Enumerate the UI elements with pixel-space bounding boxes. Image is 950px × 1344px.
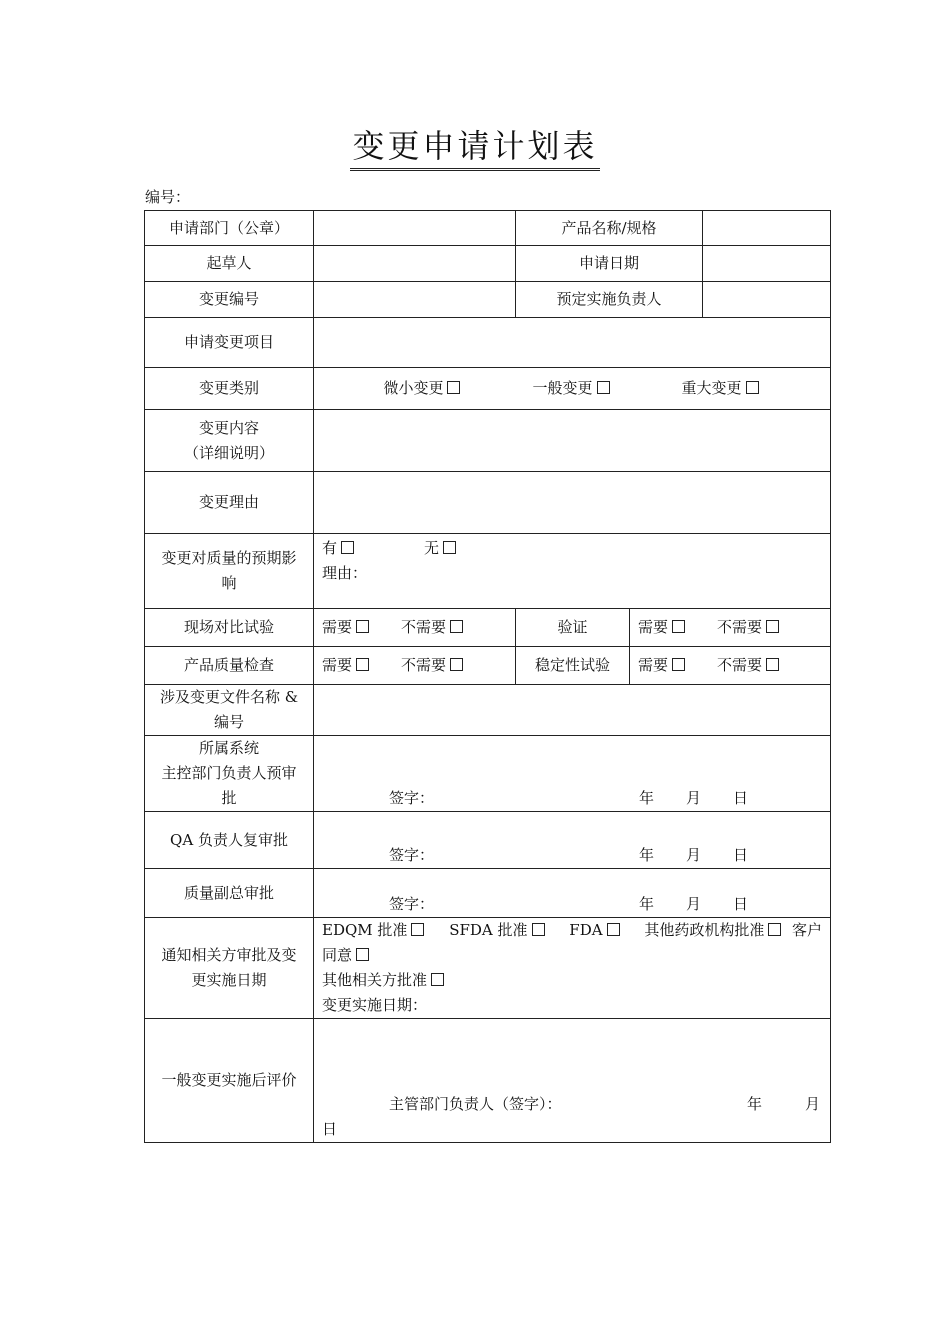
checkbox[interactable]: [341, 541, 354, 554]
reason-field[interactable]: [314, 472, 831, 534]
verify-need[interactable]: 需要: [638, 615, 687, 640]
checkbox[interactable]: [447, 381, 460, 394]
quality-check-options: [322, 653, 507, 678]
checkbox[interactable]: [356, 658, 369, 671]
product-label: 产品名称/规格: [516, 211, 703, 246]
impact-reason-label: 理由：: [322, 564, 368, 582]
notify-label: 通知相关方审批及变 更实施日期: [145, 918, 314, 1019]
change-item-label: 申请变更项目: [145, 318, 314, 368]
month-label: 月: [686, 789, 702, 807]
month-label: 月: [804, 1095, 820, 1113]
quality-check-no-need[interactable]: 不需要: [401, 653, 465, 678]
checkbox[interactable]: [766, 620, 779, 633]
change-request-form: [144, 210, 831, 1143]
quality-check-label: 产品质量检查: [145, 647, 314, 685]
stability-no-need[interactable]: 不需要: [717, 653, 781, 678]
notify-customer: 客户: [791, 921, 822, 939]
year-label: 年: [639, 895, 655, 913]
checkbox[interactable]: [746, 381, 759, 394]
change-item-field[interactable]: [314, 318, 831, 368]
impact-label: 变更对质量的预期影 响: [145, 534, 314, 609]
category-label: 变更类别: [145, 368, 314, 410]
field-test-label: 现场对比试验: [145, 609, 314, 647]
verify-no-need[interactable]: 不需要: [717, 615, 781, 640]
apply-dept-label: 申请部门（公章）: [145, 211, 314, 246]
page-title: 变更申请计划表: [0, 126, 950, 171]
implementer-field[interactable]: [703, 282, 831, 318]
checkbox[interactable]: [768, 923, 781, 936]
vp-label: 质量副总审批: [145, 869, 314, 918]
apply-dept-field[interactable]: [314, 211, 516, 246]
sign-label: 签字：: [389, 846, 435, 864]
change-no-field[interactable]: [314, 282, 516, 318]
system-sign-field[interactable]: [314, 736, 831, 812]
month-label: 月: [686, 895, 702, 913]
checkbox[interactable]: [672, 620, 685, 633]
field-test-no-need[interactable]: 不需要: [401, 615, 465, 640]
category-major[interactable]: 重大变更: [682, 376, 761, 401]
quality-check-need[interactable]: 需要: [322, 653, 371, 678]
category-general[interactable]: 一般变更: [532, 376, 611, 401]
content-label: 变更内容 （详细说明）: [145, 410, 314, 472]
apply-date-label: 申请日期: [516, 246, 703, 282]
notify-fda[interactable]: FDA: [569, 921, 621, 939]
notify-sfda[interactable]: SFDA 批准: [449, 921, 546, 939]
checkbox[interactable]: [356, 620, 369, 633]
product-field[interactable]: [703, 211, 831, 246]
day-label: 日: [733, 895, 749, 913]
system-label: 所属系统 主控部门负责人预审 批: [145, 736, 314, 812]
day-label: 日: [733, 846, 749, 864]
checkbox[interactable]: [607, 923, 620, 936]
impact-yes-option[interactable]: 有: [322, 536, 356, 561]
docs-field[interactable]: [314, 685, 831, 736]
notify-field: [314, 918, 831, 1019]
notify-edqm[interactable]: EDQM 批准: [322, 921, 426, 939]
field-test-options: [322, 615, 507, 640]
implementer-label: 预定实施负责人: [516, 282, 703, 318]
stability-label: 稳定性试验: [516, 647, 630, 685]
checkbox[interactable]: [411, 923, 424, 936]
checkbox[interactable]: [431, 973, 444, 986]
notify-other-agency[interactable]: 其他药政机构批准: [644, 921, 783, 939]
impact-field: [314, 534, 831, 609]
apply-date-field[interactable]: [703, 246, 831, 282]
change-no-label: 变更编号: [145, 282, 314, 318]
sign-label: 签字：: [389, 789, 435, 807]
drafter-field[interactable]: [314, 246, 516, 282]
checkbox[interactable]: [450, 658, 463, 671]
notify-customer-consent[interactable]: 同意: [322, 943, 822, 968]
stability-options: [638, 653, 822, 678]
checkbox[interactable]: [450, 620, 463, 633]
year-label: 年: [639, 846, 655, 864]
category-minor[interactable]: 微小变更: [383, 376, 462, 401]
drafter-label: 起草人: [145, 246, 314, 282]
qa-sign-field[interactable]: [314, 812, 831, 869]
checkbox[interactable]: [672, 658, 685, 671]
sign-label: 签字：: [389, 895, 435, 913]
reason-label: 变更理由: [145, 472, 314, 534]
checkbox[interactable]: [356, 948, 369, 961]
category-options: [322, 376, 822, 401]
field-test-need[interactable]: 需要: [322, 615, 371, 640]
checkbox[interactable]: [532, 923, 545, 936]
verify-label: 验证: [516, 609, 630, 647]
month-label: 月: [686, 846, 702, 864]
content-field[interactable]: [314, 410, 831, 472]
year-label: 年: [639, 789, 655, 807]
eval-field[interactable]: [314, 1019, 831, 1143]
doc-number-label: 编号：: [145, 188, 191, 206]
impact-no-option[interactable]: 无: [424, 536, 458, 561]
checkbox[interactable]: [443, 541, 456, 554]
stability-need[interactable]: 需要: [638, 653, 687, 678]
vp-sign-field[interactable]: [314, 869, 831, 918]
day-label: 日: [733, 789, 749, 807]
verify-options: [638, 615, 822, 640]
day-label: 日: [322, 1120, 338, 1138]
eval-label: 一般变更实施后评价: [145, 1019, 314, 1143]
year-label: 年: [747, 1095, 763, 1113]
eval-sign-label: 主管部门负责人（签字）：: [389, 1095, 562, 1113]
checkbox[interactable]: [597, 381, 610, 394]
notify-other-party[interactable]: 其他相关方批准: [322, 968, 822, 993]
checkbox[interactable]: [766, 658, 779, 671]
notify-impl-date: 变更实施日期：: [322, 996, 428, 1014]
docs-label: 涉及变更文件名称 & 编号: [145, 685, 314, 736]
qa-label: QA 负责人复审批: [145, 812, 314, 869]
